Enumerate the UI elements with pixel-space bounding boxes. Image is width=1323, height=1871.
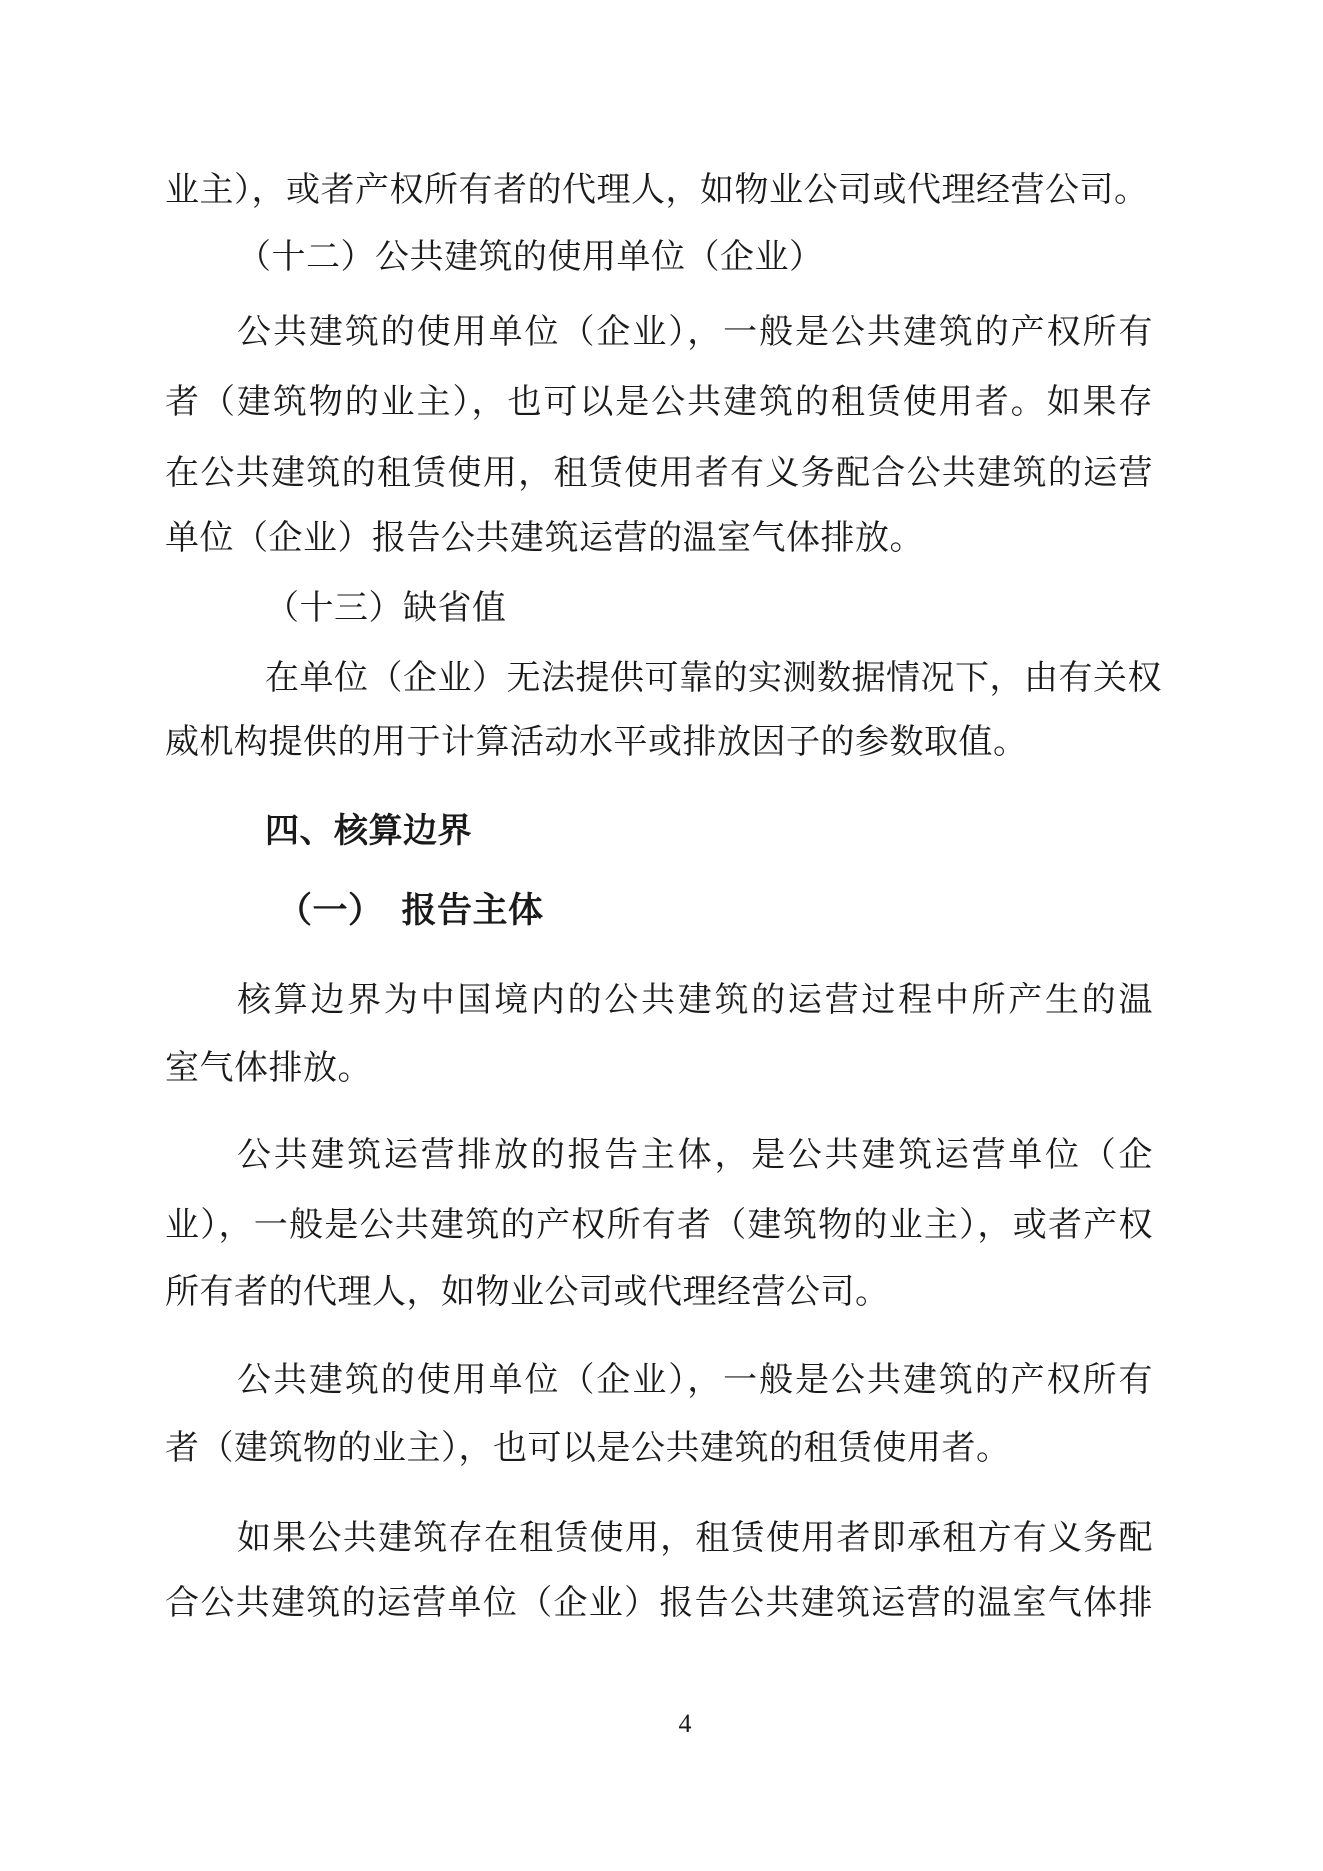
paragraph-line: 威机构提供的用于计算活动水平或排放因子的参数取值。	[165, 724, 1028, 761]
paragraph-line: 在单位（企业）无法提供可靠的实测数据情况下，由有关权	[265, 660, 1162, 697]
paragraph-line: 业主），或者产权所有者的代理人，如物业公司或代理经营公司。	[165, 172, 1149, 209]
paragraph-line: 核算边界为中国境内的公共建筑的运营过程中所产生的温	[237, 982, 1153, 1019]
paragraph-line: 在公共建筑的租赁使用，租赁使用者有义务配合公共建筑的运营	[165, 455, 1153, 492]
paragraph-line: 公共建筑的使用单位（企业），一般是公共建筑的产权所有	[237, 314, 1153, 351]
section-heading: 四、核算边界	[265, 812, 472, 850]
paragraph-line: 所有者的代理人，如物业公司或代理经营公司。	[165, 1274, 890, 1311]
paragraph-line: 者（建筑物的业主），也可以是公共建筑的租赁使用者。如果存	[165, 384, 1153, 421]
paragraph-line: 者（建筑物的业主），也可以是公共建筑的租赁使用者。	[165, 1430, 1011, 1467]
item-heading-12: （十二）公共建筑的使用单位（企业）	[237, 239, 824, 276]
page-number: 4	[678, 1709, 692, 1738]
paragraph-line: 公共建筑的使用单位（企业），一般是公共建筑的产权所有	[237, 1362, 1153, 1399]
paragraph-line: 业），一般是公共建筑的产权所有者（建筑物的业主），或者产权	[165, 1207, 1153, 1244]
paragraph-line: 公共建筑运营排放的报告主体，是公共建筑运营单位（企	[237, 1137, 1153, 1174]
paragraph-line: 合公共建筑的运营单位（企业）报告公共建筑运营的温室气体排	[165, 1585, 1153, 1622]
subsection-heading: （一） 报告主体	[277, 891, 544, 930]
paragraph-line: 单位（企业）报告公共建筑运营的温室气体排放。	[165, 520, 924, 557]
paragraph-line: 室气体排放。	[165, 1050, 372, 1087]
item-heading-13: （十三）缺省值	[265, 590, 507, 627]
paragraph-line: 如果公共建筑存在租赁使用，租赁使用者即承租方有义务配	[237, 1520, 1153, 1557]
